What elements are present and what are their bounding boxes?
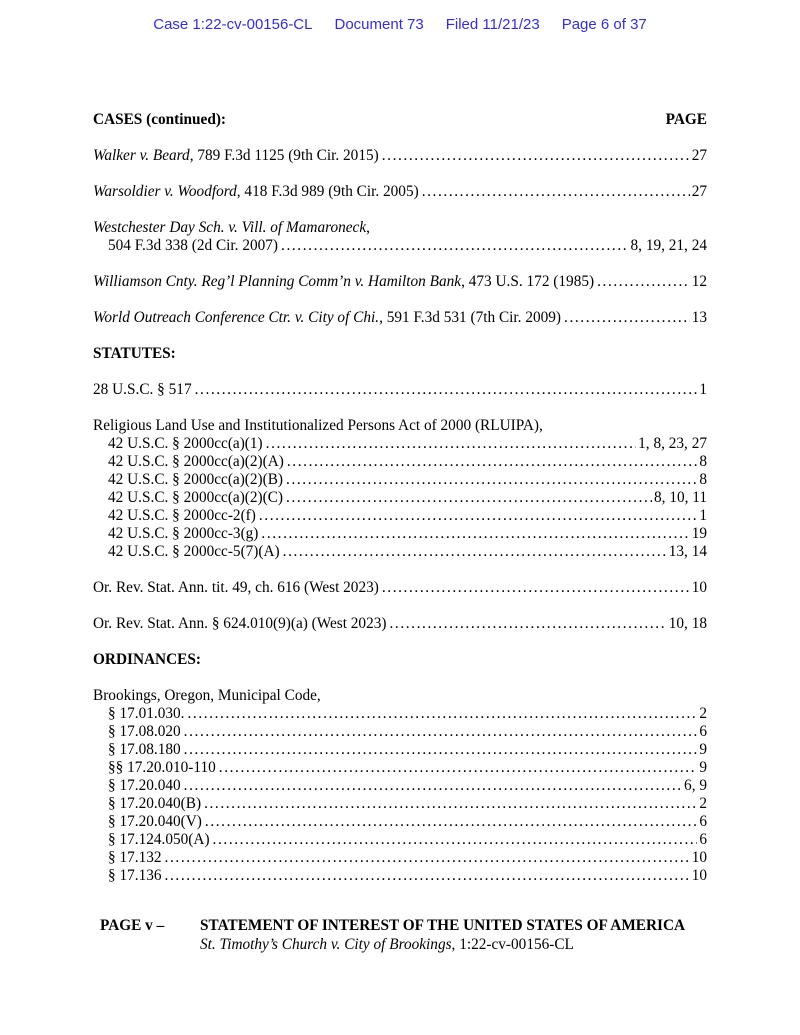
page-reference: 6 [699, 723, 707, 740]
statute-entry [93, 453, 707, 471]
case-name: Williamson Cnty. Reg’l Planning Comm’n v. Hamilton Bank [93, 273, 462, 290]
dot-leader [286, 471, 697, 489]
statute-entry [93, 435, 707, 453]
ordinance-entry [93, 759, 707, 777]
ordinance-entry [93, 813, 707, 831]
statute-citation: Or. Rev. Stat. Ann. tit. 49, ch. 616 (West 2023) [93, 579, 379, 596]
ordinance-entry [93, 795, 707, 813]
footer-case-number: , 1:22-cv-00156-CL [451, 936, 574, 953]
case-name: Westchester Day Sch. v. Vill. of Mamaroneck [93, 219, 367, 236]
ordinance-entry [93, 723, 707, 741]
page-reference: 10 [691, 579, 707, 596]
statute-entry [93, 543, 707, 561]
stamp-document-number: Document 73 [334, 16, 424, 33]
dot-leader [259, 507, 697, 525]
statute-entry [93, 525, 707, 543]
statute-citation: 42 U.S.C. § 2000cc(a)(1) [108, 435, 263, 452]
ordinance-entry [93, 705, 707, 723]
dot-leader [184, 723, 698, 741]
page-reference: 10, 18 [668, 615, 707, 632]
dot-leader [187, 705, 697, 723]
ordinance-citation: § 17.08.180 [108, 741, 181, 758]
ordinance-citation: § 17.124.050(A) [108, 831, 210, 848]
case-name: Walker v. Beard [93, 147, 190, 164]
case-entry [93, 309, 707, 327]
statute-citation: 42 U.S.C. § 2000cc(a)(2)(C) [108, 489, 284, 506]
statute-citation: 28 U.S.C. § 517 [93, 381, 192, 398]
dot-leader [281, 237, 628, 255]
statute-entry [93, 381, 707, 399]
table-of-authorities [93, 111, 707, 885]
statute-group-rluipa [93, 417, 707, 561]
page-reference: 12 [691, 273, 707, 290]
statute-citation: 42 U.S.C. § 2000cc(a)(2)(A) [108, 453, 284, 470]
statute-citation: 42 U.S.C. § 2000cc-5(7)(A) [108, 543, 280, 560]
footer-case-caption [200, 935, 685, 954]
case-citation: , 418 F.3d 989 (9th Cir. 2005) [236, 183, 419, 200]
page-reference: 10 [691, 849, 707, 866]
footer-page-label: PAGE v – [100, 917, 165, 934]
case-entry [93, 273, 707, 291]
case-entry [93, 147, 707, 165]
dot-leader [422, 183, 690, 201]
stamp-filed-date: Filed 11/21/23 [445, 16, 540, 33]
case-citation: , 473 U.S. 172 (1985) [461, 273, 595, 290]
dot-leader [266, 435, 637, 453]
ordinance-entry [93, 831, 707, 849]
footer-case-name: St. Timothy’s Church v. City of Brookings [200, 936, 452, 953]
page-reference: 9 [699, 759, 707, 776]
stamp-case-number: Case 1:22-cv-00156-CL [153, 16, 313, 33]
statute-citation: 42 U.S.C. § 2000cc-3(g) [108, 525, 259, 542]
case-entry [93, 219, 707, 255]
page-reference: 8 [699, 453, 707, 470]
dot-leader [165, 867, 690, 885]
page-reference: 13 [691, 309, 707, 326]
page-reference: 1 [699, 507, 707, 524]
dot-leader [389, 615, 666, 633]
dot-leader [184, 741, 698, 759]
page-reference: 27 [691, 147, 707, 164]
statute-citation: 42 U.S.C. § 2000cc(a)(2)(B) [108, 471, 284, 488]
case-citation: , 789 F.3d 1125 (9th Cir. 2015) [189, 147, 379, 164]
page-reference: 8, 19, 21, 24 [630, 237, 707, 254]
page-reference: 13, 14 [668, 543, 707, 560]
cases-section-header [93, 111, 707, 129]
dot-leader [195, 381, 698, 399]
cases-heading: CASES (continued): [93, 111, 227, 128]
dot-leader [283, 543, 667, 561]
ordinance-citation: § 17.08.020 [108, 723, 181, 740]
statute-entry [93, 471, 707, 489]
ordinance-citation: § 17.20.040(V) [108, 813, 202, 830]
page-reference: 2 [699, 795, 707, 812]
page-footer [100, 916, 720, 954]
case-citation: 504 F.3d 338 (2d Cir. 2007) [108, 237, 279, 254]
ordinance-group-brookings [93, 687, 707, 885]
page-reference: 2 [699, 705, 707, 722]
page-reference: 27 [691, 183, 707, 200]
statute-entry [93, 507, 707, 525]
stamp-page-count: Page 6 of 37 [561, 16, 647, 33]
dot-leader [382, 147, 690, 165]
dot-leader [261, 525, 689, 543]
ordinance-citation: § 17.20.040(B) [108, 795, 202, 812]
footer-document-title: STATEMENT OF INTEREST OF THE UNITED STATES OF AMERICA [200, 917, 686, 934]
case-citation: , [366, 219, 370, 236]
ordinance-citation: § 17.132 [108, 849, 162, 866]
page-column-label: PAGE [665, 111, 707, 128]
page-reference: 8, 10, 11 [654, 489, 707, 506]
page-reference: 6 [699, 831, 707, 848]
dot-leader [564, 309, 690, 327]
ordinance-entry [93, 849, 707, 867]
page-reference: 19 [691, 525, 707, 542]
dot-leader [213, 831, 698, 849]
ordinance-group-header: Brookings, Oregon, Municipal Code, [93, 687, 321, 704]
dot-leader [597, 273, 690, 291]
case-entry [93, 183, 707, 201]
dot-leader [165, 849, 690, 867]
dot-leader [205, 813, 697, 831]
statute-entry [93, 579, 707, 597]
ordinance-citation: §§ 17.20.010-110 [108, 759, 216, 776]
page-reference: 1, 8, 23, 27 [638, 435, 707, 452]
case-name: World Outreach Conference Ctr. v. City of Chi. [93, 309, 380, 326]
dot-leader [219, 759, 698, 777]
statute-entry [93, 489, 707, 507]
ordinance-citation: § 17.20.040 [108, 777, 181, 794]
dot-leader [382, 579, 690, 597]
statutes-heading: STATUTES: [93, 345, 176, 362]
page-reference: 1 [699, 381, 707, 398]
page-reference: 6, 9 [684, 777, 707, 794]
case-citation: , 591 F.3d 531 (7th Cir. 2009) [379, 309, 562, 326]
ordinance-entry [93, 741, 707, 759]
page-reference: 6 [699, 813, 707, 830]
dot-leader [287, 453, 697, 471]
ecf-header-stamp [0, 16, 800, 33]
dot-leader [204, 795, 697, 813]
ordinance-entry [93, 777, 707, 795]
page-reference: 8 [699, 471, 707, 488]
case-name: Warsoldier v. Woodford [93, 183, 237, 200]
statute-group-header: Religious Land Use and Institutionalized Persons Act of 2000 (RLUIPA), [93, 417, 543, 434]
ordinances-heading: ORDINANCES: [93, 651, 201, 668]
ordinance-entry [93, 867, 707, 885]
page-reference: 10 [691, 867, 707, 884]
page-reference: 9 [699, 741, 707, 758]
dot-leader [286, 489, 652, 507]
statute-citation: 42 U.S.C. § 2000cc-2(f) [108, 507, 256, 524]
statute-citation: Or. Rev. Stat. Ann. § 624.010(9)(a) (West 2023) [93, 615, 387, 632]
dot-leader [184, 777, 682, 795]
ordinance-citation: § 17.01.030. [108, 705, 185, 722]
ordinance-citation: § 17.136 [108, 867, 162, 884]
statute-entry [93, 615, 707, 633]
